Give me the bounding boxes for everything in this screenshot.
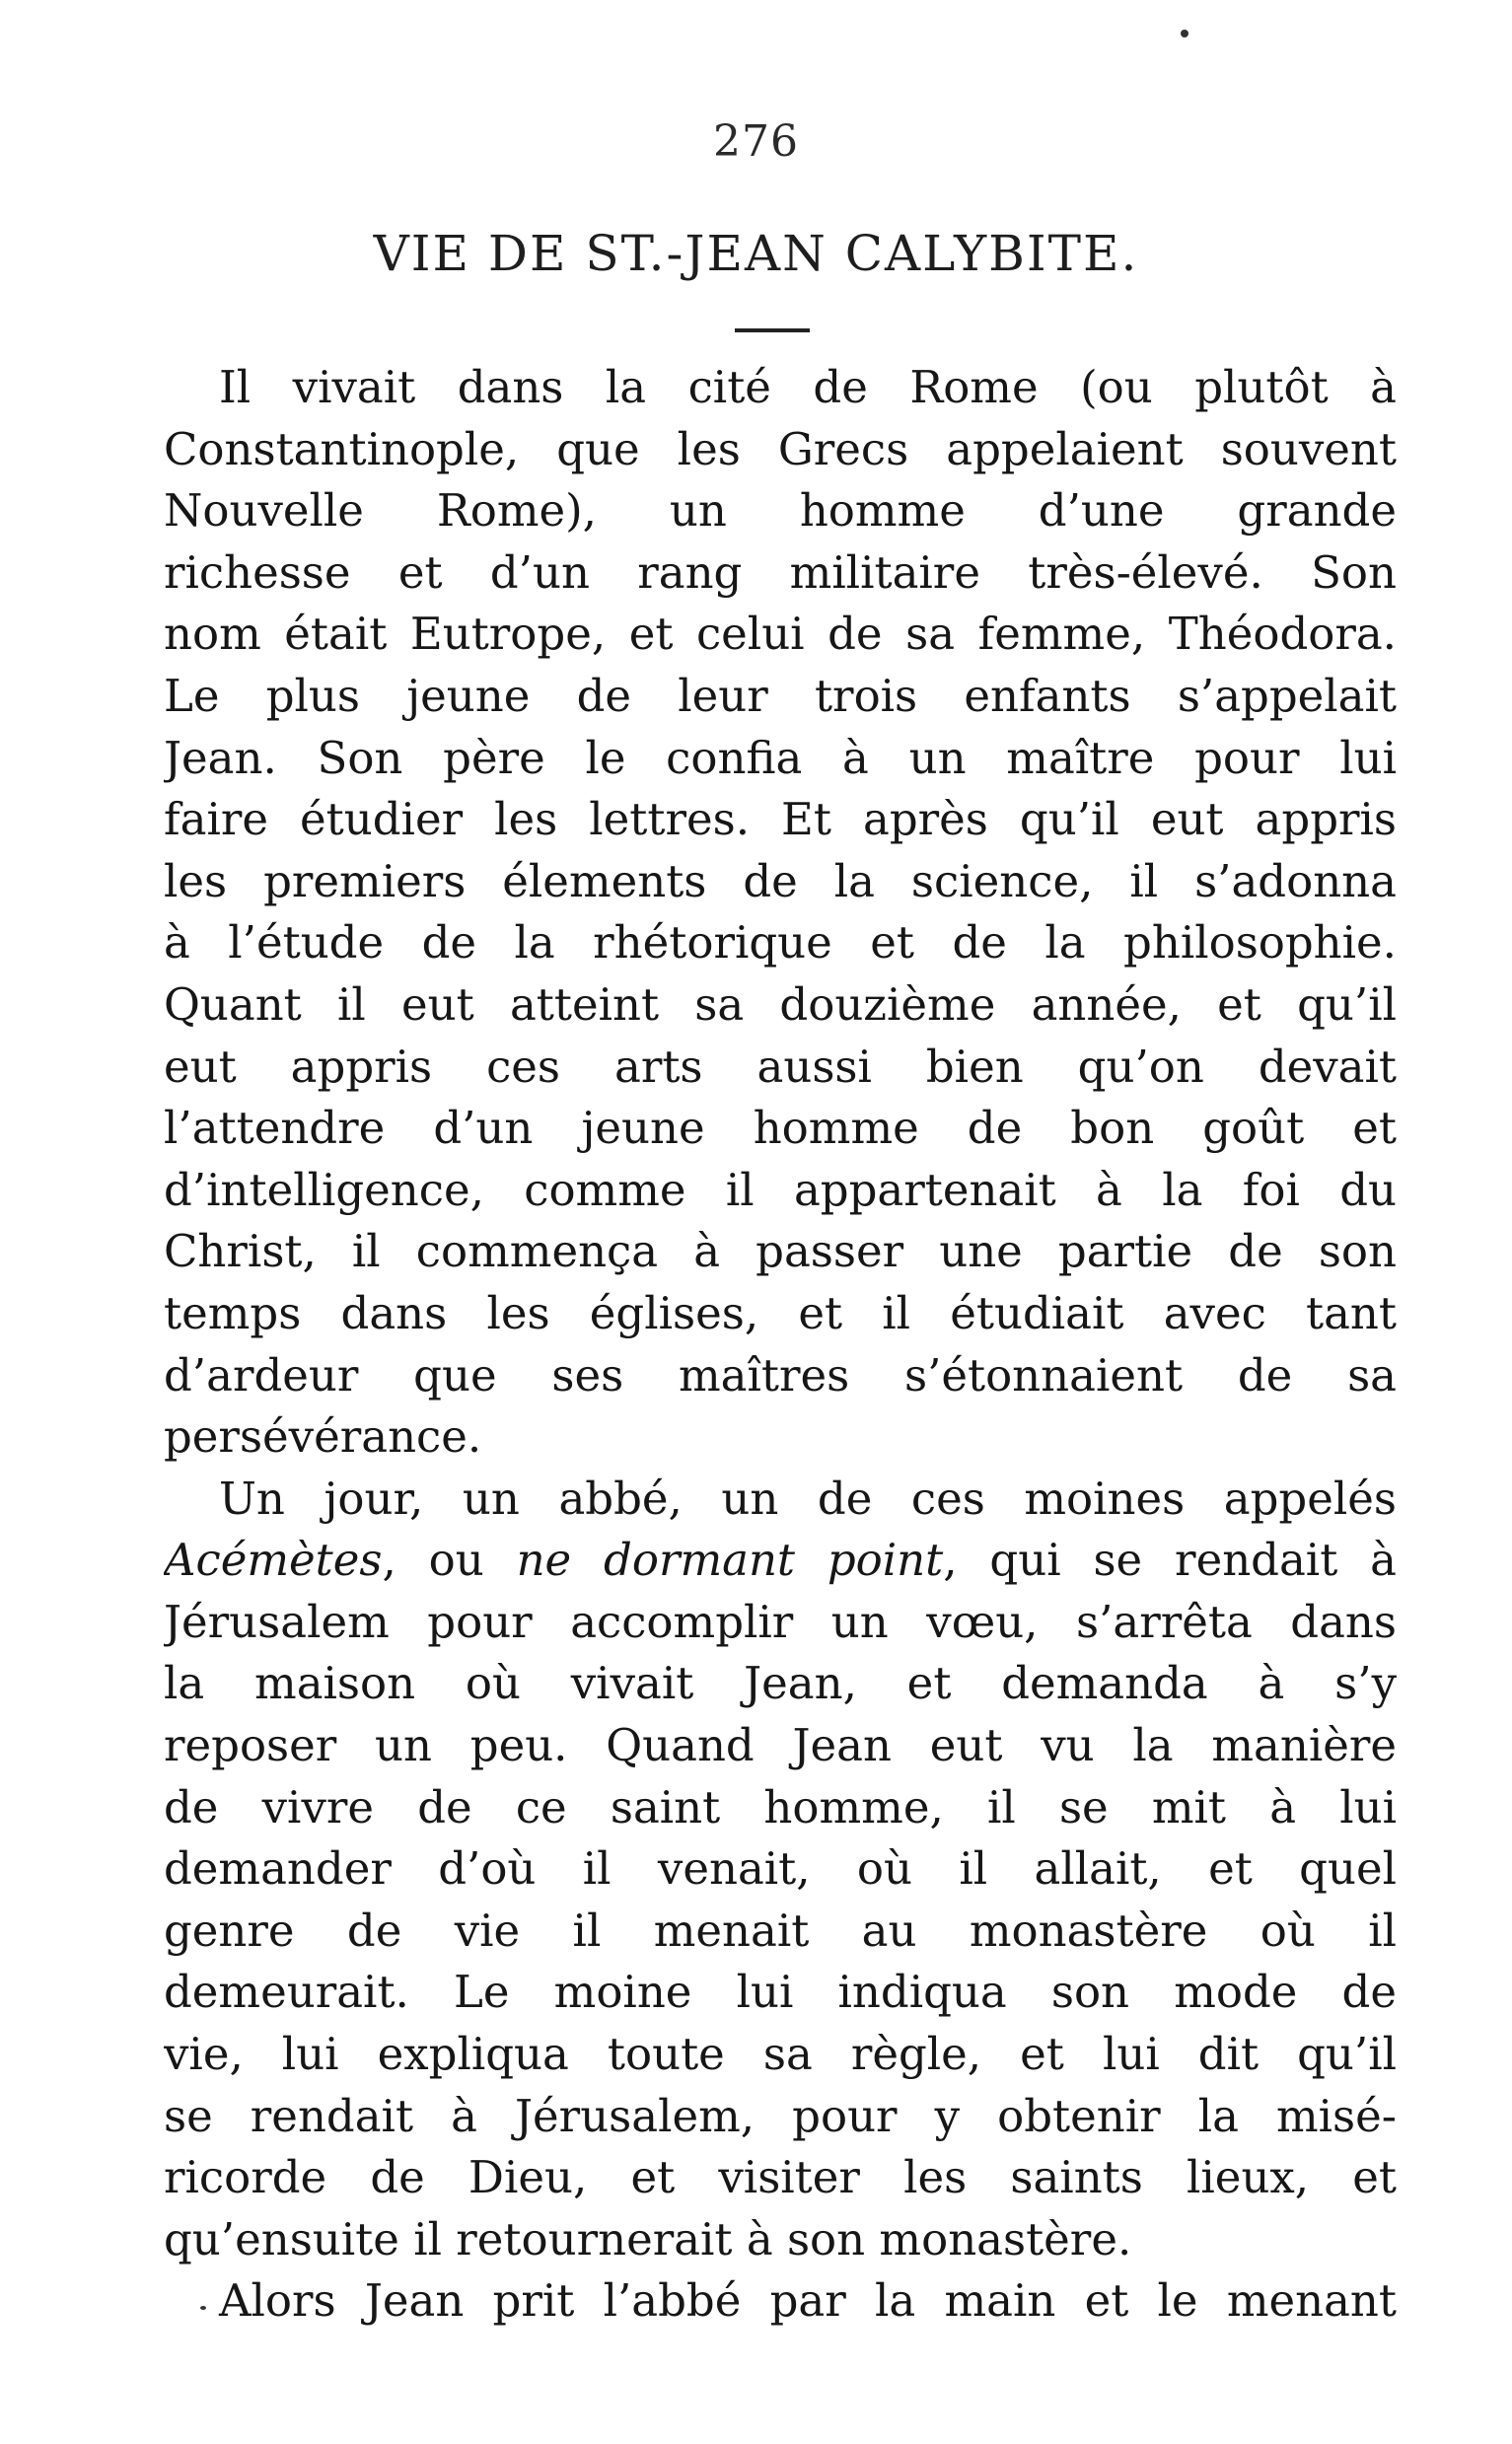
text-line: Nouvelle Rome), un homme d’une grande (164, 484, 1397, 538)
text-line: Le plus jeune de leur trois enfants s’appelait (164, 669, 1397, 722)
body-text (164, 357, 1397, 2333)
text-line: Alors Jean prit l’abbé par la main et le menant (219, 2274, 1397, 2328)
text-line: Jean. Son père le confia à un maître pour lui (164, 731, 1397, 784)
text-line: Quant il eut atteint sa douzième année, et qu’il (164, 977, 1397, 1031)
text-line: l’attendre d’un jeune homme de bon goût et (164, 1102, 1397, 1155)
text-line: d’intelligence, comme il appartenait à la foi du (164, 1163, 1397, 1216)
text-line: de vivre de ce saint homme, il se mit à lui (164, 1780, 1397, 1833)
page-number: 276 (713, 116, 799, 167)
text-line: demeurait. Le moine lui indiqua son mode de (164, 1966, 1397, 2019)
text-line: richesse et d’un rang militaire très-élevé. Son (164, 545, 1397, 599)
text-fragment: , qui se rendait à (943, 1534, 1397, 1587)
text-line-italic-terms (164, 1530, 1397, 1592)
text-line: demander d’où il venait, où il allait, et quel (164, 1842, 1397, 1896)
scan-speck (200, 2306, 206, 2310)
italic-term: ne dormant point (516, 1534, 944, 1587)
text-line: Constantinople, que les Grecs appelaient souvent (164, 422, 1397, 475)
text-line: Jérusalem pour accomplir un vœu, s’arrêta dans (164, 1595, 1397, 1648)
scan-speck (1181, 30, 1188, 37)
text-line: persévérance. (164, 1410, 482, 1464)
text-line: reposer un peu. Quand Jean eut vu la manière (164, 1719, 1397, 1772)
title-rule-divider (735, 328, 810, 332)
text-fragment: , ou (382, 1534, 517, 1587)
text-line: vie, lui expliqua toute sa règle, et lui dit qu’il (164, 2028, 1397, 2081)
text-line: à l’étude de la rhétorique et de la philosophie. (164, 916, 1397, 970)
text-line: Il vivait dans la cité de Rome (ou plutôt à (219, 361, 1397, 413)
text-line: d’ardeur que ses maîtres s’étonnaient de sa (164, 1348, 1397, 1402)
italic-term: Acémètes (164, 1534, 383, 1587)
chapter-title: VIE DE ST.-JEAN CALYBITE. (373, 225, 1139, 282)
text-line: ricorde de Dieu, et visiter les saints lieux, et (164, 2151, 1397, 2204)
text-line: qu’ensuite il retournerait à son monastère. (164, 2212, 1132, 2265)
text-line: les premiers élements de la science, il s’adonna (164, 854, 1397, 907)
text-line: genre de vie il menait au monastère où il (164, 1904, 1397, 1957)
text-line: temps dans les églises, et il étudiait avec tant (164, 1286, 1397, 1339)
text-line: faire étudier les lettres. Et après qu’il eut appris (164, 793, 1397, 846)
text-line: nom était Eutrope, et celui de sa femme, Théodora. (164, 608, 1397, 661)
text-line: Un jour, un abbé, un de ces moines appelés (219, 1472, 1397, 1525)
text-line: eut appris ces arts aussi bien qu’on devait (164, 1040, 1397, 1093)
text-line: Christ, il commença à passer une partie de son (164, 1225, 1397, 1278)
text-line: la maison où vivait Jean, et demanda à s’y (164, 1657, 1397, 1710)
text-line: se rendait à Jérusalem, pour y obtenir la misé- (164, 2089, 1397, 2142)
